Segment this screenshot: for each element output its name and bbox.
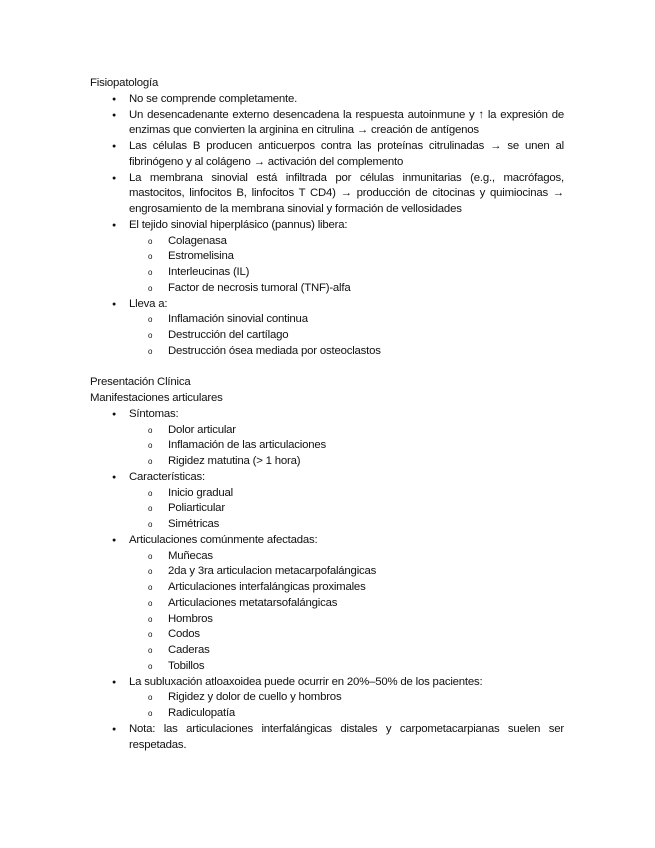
sublist-item: o Inflamación de las articulaciones (129, 438, 564, 454)
sublist (129, 423, 564, 470)
sublist-item: o Dolor articular (129, 423, 564, 439)
list-item (90, 297, 564, 360)
list-item-text: Articulaciones comúnmente afectadas: (129, 533, 318, 546)
list-item (90, 407, 564, 470)
sublist-item: o Destrucción del cartílago (129, 328, 564, 344)
list-item: ● Las células B producen anticuerpos contra las proteínas citrulinadas → se unen al fibrinógeno y al colágeno → activación del complemento (90, 139, 564, 171)
list-item-text: Síntomas: (129, 407, 179, 420)
sublist (129, 690, 564, 722)
sublist-item: o Radiculopatía (129, 706, 564, 722)
document-body (90, 76, 564, 753)
list-item: ● No se comprende completamente. (90, 92, 564, 108)
list-item (90, 218, 564, 297)
list-item-text: Características: (129, 470, 205, 483)
spacer (90, 360, 564, 376)
section-title-fisiopatologia: Fisiopatología (90, 77, 159, 89)
section-title-presentacion: Presentación Clínica (90, 376, 191, 389)
sublist-item: o Hombros (129, 612, 564, 628)
sublist-item: o Tobillos (129, 659, 564, 675)
presentacion-list (90, 407, 564, 754)
sublist-item: o Simétricas (129, 517, 564, 533)
sublist-item: o Destrucción ósea mediada por osteoclastos (129, 344, 564, 360)
sublist-item: o Rigidez y dolor de cuello y hombros (129, 690, 564, 706)
list-item-text: El tejido sinovial hiperplásico (pannus) libera: (129, 218, 348, 231)
sublist-item: o Muñecas (129, 549, 564, 565)
sublist-item: o Rigidez matutina (> 1 hora) (129, 454, 564, 470)
sublist-item: o Poliarticular (129, 501, 564, 517)
list-item (90, 533, 564, 675)
sublist (129, 312, 564, 359)
sublist (129, 549, 564, 675)
sublist-item: o Inflamación sinovial continua (129, 312, 564, 328)
sublist-item: o Codos (129, 627, 564, 643)
sublist-item: o Articulaciones metatarsofalángicas (129, 596, 564, 612)
list-item-text: Lleva a: (129, 297, 168, 310)
sublist-item: o Factor de necrosis tumoral (TNF)-alfa (129, 281, 564, 297)
sublist-item: o 2da y 3ra articulacion metacarpofalángicas (129, 564, 564, 580)
list-item-text: La subluxación atloaxoidea puede ocurrir en 20%–50% de los pacientes: (129, 675, 483, 688)
sublist (129, 234, 564, 297)
sublist-item: o Interleucinas (IL) (129, 265, 564, 281)
sublist-item: o Inicio gradual (129, 486, 564, 502)
list-item: ● La membrana sinovial está infiltrada por células inmunitarias (e.g., macrófagos, mastocitos, linfocitos B, linfocitos T CD4) → producción de citocinas y quimiocinas → engrosamiento de la membrana sinovial y formación de vellosidades (90, 171, 564, 218)
fisiopatologia-list (90, 92, 564, 360)
list-item (90, 675, 564, 722)
sublist-item: o Caderas (129, 643, 564, 659)
sublist-item: o Colagenasa (129, 234, 564, 250)
section-subtitle-manifestaciones: Manifestaciones articulares (90, 392, 223, 404)
list-item (90, 470, 564, 533)
sublist-item: o Estromelisina (129, 249, 564, 265)
sublist-item: o Articulaciones interfalángicas proximales (129, 580, 564, 596)
sublist (129, 486, 564, 533)
list-item: ● Un desencadenante externo desencadena la respuesta autoinmune y ↑ la expresión de enzimas que convierten la arginina en citrulina → creación de antígenos (90, 108, 564, 140)
list-item: ● Nota: las articulaciones interfalángicas distales y carpometacarpianas suelen ser respetadas. (90, 722, 564, 754)
